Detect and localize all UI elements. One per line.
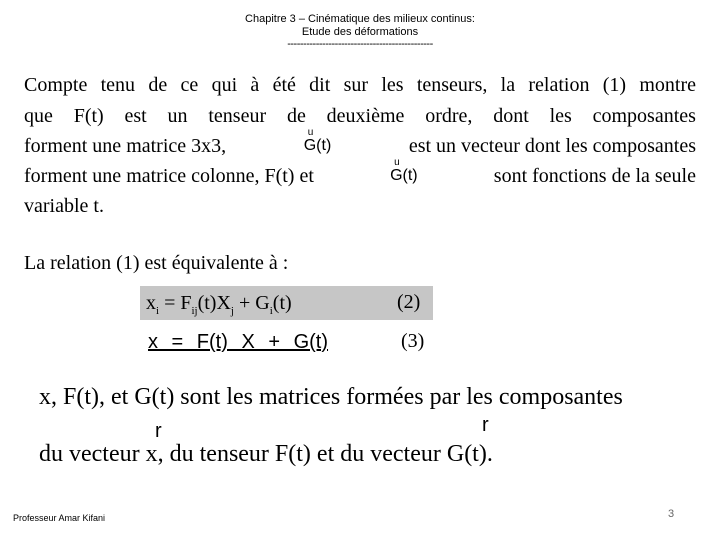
eq2-t: (t)	[272, 292, 292, 314]
paragraph-line-4-start: forment une matrice colonne, F(t) et	[24, 165, 314, 187]
eq2-plus-g: + G	[238, 292, 270, 314]
equation-3: x = F(t) X + G(t)	[148, 331, 329, 353]
paragraph-line-2-word: dont	[493, 105, 529, 127]
paragraph-line-1-word: Compte	[24, 74, 88, 96]
paragraph-line-2-word: ordre,	[425, 105, 473, 127]
paragraph-line-1-word: dit	[309, 74, 331, 96]
eq2-equals-f: = F	[164, 292, 192, 314]
paragraph-line-1	[24, 75, 696, 95]
paragraph-line-5: variable t.	[24, 195, 104, 217]
paragraph-line-1-word: tenu	[100, 74, 136, 96]
vector-g-symbol-2	[390, 157, 418, 186]
eq2-x: x	[146, 292, 156, 314]
paragraph-line-2-word: les	[549, 105, 572, 127]
eq2-sub-i: i	[156, 305, 160, 317]
paragraph-line-4-end: sont fonctions de la seule	[493, 165, 696, 187]
header-chapter: Chapitre 3 – Cinématique des milieux continus:	[245, 13, 475, 25]
paragraph-line-3-start: forment une matrice 3x3,	[24, 135, 227, 157]
equation-3-number: (3)	[401, 330, 425, 352]
paragraph-line-1-word: ce	[180, 74, 199, 96]
paragraph-line-1-word: tenseurs,	[416, 74, 488, 96]
paragraph-line-4	[24, 157, 696, 187]
paragraph-line-1-word: les	[381, 74, 404, 96]
paragraph-line-2-word: un	[167, 105, 188, 127]
header-divider: ----------------------------------------------	[287, 38, 433, 50]
paragraph-line-1-word: (1)	[602, 74, 627, 96]
statement-line-2: du vecteur x, du tenseur F(t) et du vecteur G(t).	[39, 441, 493, 467]
statement-arrow-1: r	[155, 420, 162, 442]
vector-g-label-2: G(t)	[390, 167, 418, 184]
paragraph-line-1-word: été	[272, 74, 296, 96]
vector-arrow: u	[307, 127, 314, 138]
equation-2-number: (2)	[397, 291, 421, 313]
vector-g-label: G(t)	[303, 137, 332, 154]
header-subtitle: Etude des déformations	[301, 26, 419, 38]
paragraph-line-2-word: F(t)	[73, 105, 104, 127]
equation-2	[146, 292, 436, 317]
vector-g-symbol	[303, 127, 332, 156]
intro-text: La relation (1) est équivalente à :	[24, 252, 289, 274]
paragraph-line-1-word: montre	[639, 74, 696, 96]
paragraph-line-1-word: la	[500, 74, 516, 96]
eq2-sub-i2: i	[269, 305, 273, 317]
page-number: 3	[668, 508, 675, 520]
paragraph-line-1-word: à	[250, 74, 260, 96]
eq2-tx: (t)X	[197, 292, 231, 314]
paragraph-line-2-word: de	[286, 105, 306, 127]
eq2-sub-j: j	[230, 305, 234, 317]
paragraph-line-2-word: tenseur	[208, 105, 267, 127]
paragraph-line-2-word: composantes	[592, 105, 696, 127]
paragraph-line-2	[24, 106, 696, 126]
paragraph-line-1-word: sur	[343, 74, 369, 96]
eq2-sub-ij: ij	[191, 305, 198, 317]
paragraph-line-2-word: deuxième	[326, 105, 405, 127]
paragraph-line-1-word: relation	[528, 74, 590, 96]
footer-author: Professeur Amar Kifani	[13, 513, 106, 523]
statement-arrow-2: r	[482, 414, 489, 436]
paragraph-line-2-word: que	[24, 105, 53, 127]
paragraph-line-1-word: de	[148, 74, 168, 96]
paragraph-line-1-word: qui	[211, 74, 238, 96]
paragraph-line-2-word: est	[124, 105, 147, 127]
paragraph-line-3-end: est un vecteur dont les composantes	[408, 135, 696, 157]
vector-arrow-2: u	[394, 157, 400, 168]
paragraph-line-3	[24, 127, 696, 157]
statement-line-1: x, F(t), et G(t) sont les matrices formées par les composantes	[39, 384, 623, 410]
